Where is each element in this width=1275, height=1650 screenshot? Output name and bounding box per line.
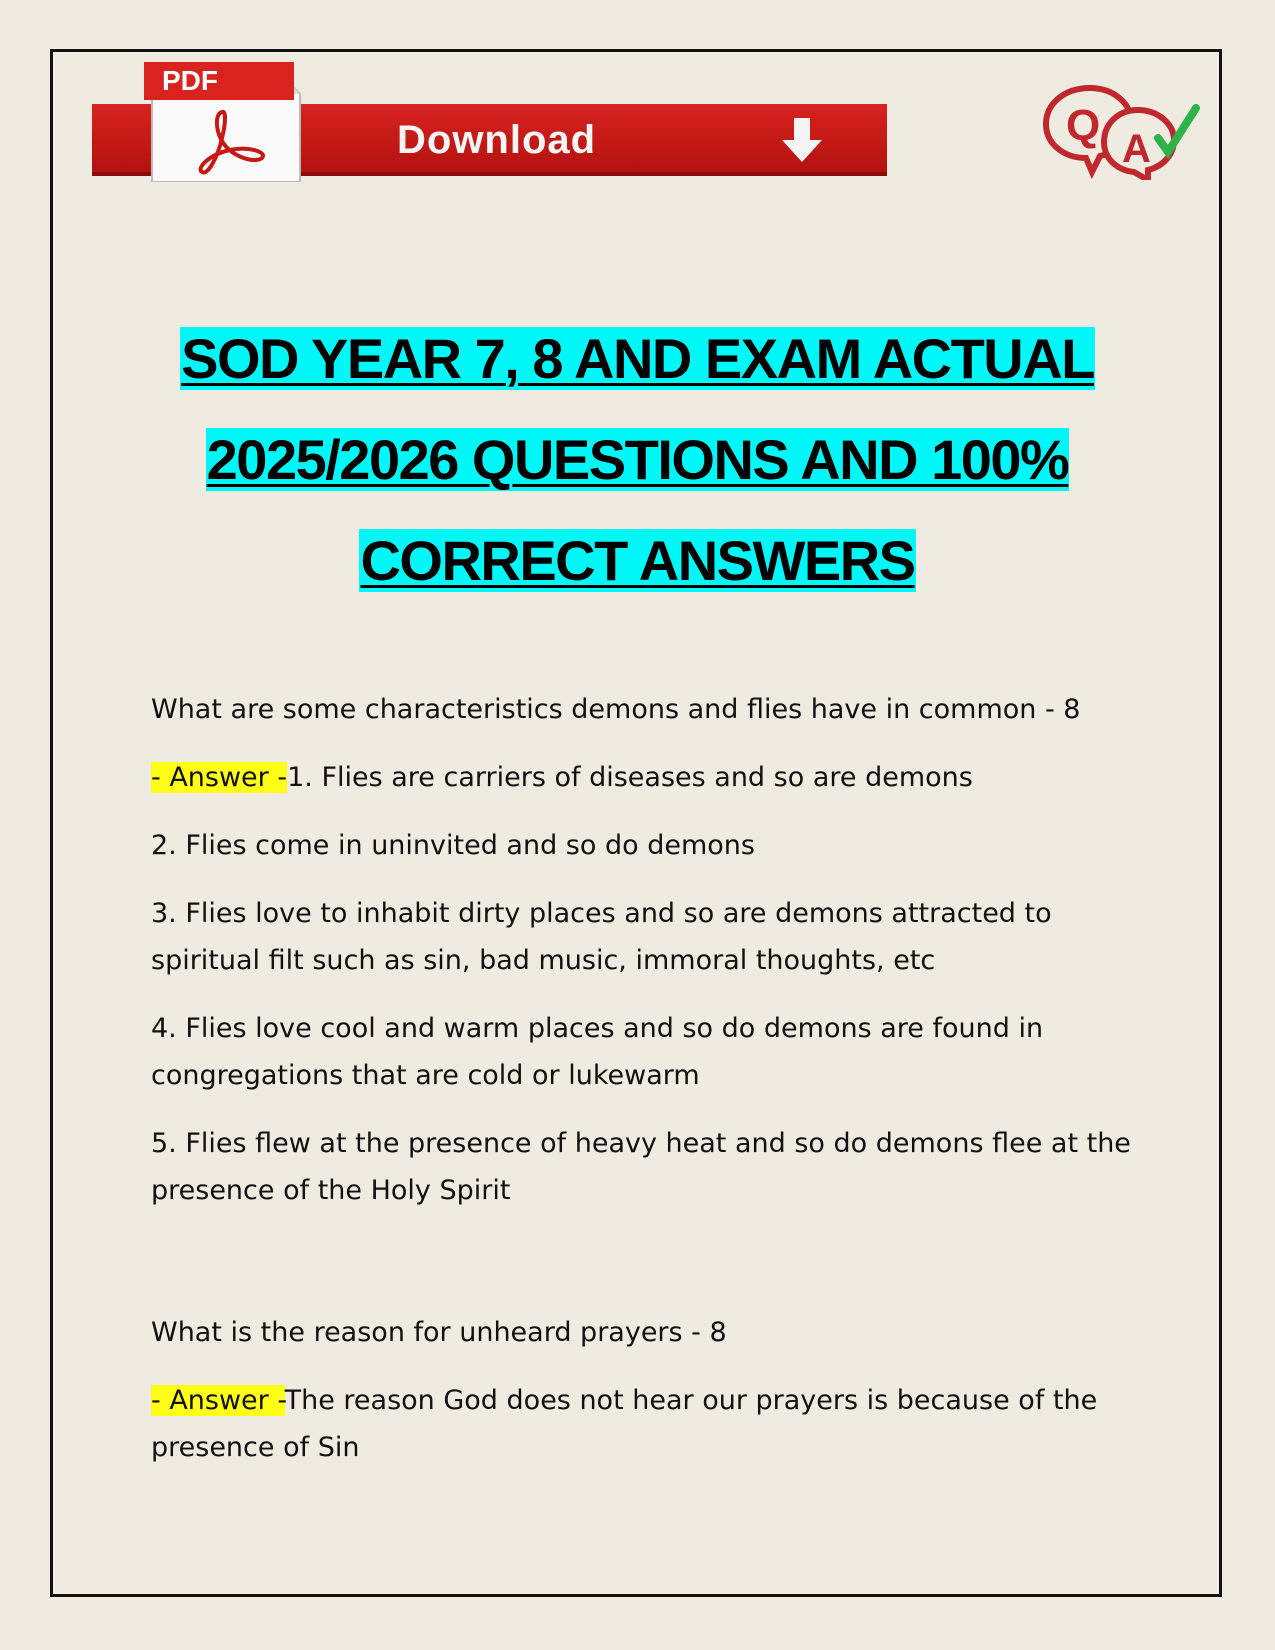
qa-logo-icon bbox=[1040, 80, 1208, 180]
title-line-2: 2025/2026 QUESTIONS AND 100% bbox=[206, 428, 1069, 491]
logo-a: A bbox=[1122, 127, 1151, 171]
answer-label: - Answer - bbox=[151, 762, 288, 793]
pdf-file-icon bbox=[144, 60, 302, 182]
answer-text: 1. Flies are carriers of diseases and so are demons bbox=[287, 762, 973, 793]
answer-1-line-3: 3. Flies love to inhabit dirty places and so are demons attracted to spiritual filt such as sin, bad music, immoral thoughts, etc bbox=[151, 898, 1052, 976]
question-2: What is the reason for unheard prayers - 8 bbox=[151, 1317, 727, 1348]
pdf-download-banner[interactable] bbox=[92, 58, 887, 186]
answer-text: The reason God does not hear our prayers is because of the presence of Sin bbox=[151, 1385, 1098, 1463]
answer-2-line-1 bbox=[151, 1377, 1141, 1471]
document-title bbox=[60, 308, 1215, 611]
download-arrow-icon bbox=[780, 118, 824, 164]
answer-1-line-5: 5. Flies flew at the presence of heavy heat and so do demons flee at the presence of the Holy Spirit bbox=[151, 1128, 1131, 1206]
answer-label: - Answer - bbox=[151, 1385, 285, 1416]
spacer bbox=[151, 1235, 1141, 1309]
answer-1-line-4: 4. Flies love cool and warm places and so do demons are found in congregations that are cold or lukewarm bbox=[151, 1013, 1044, 1091]
answer-1-line-1 bbox=[151, 754, 1141, 801]
title-line-1: SOD YEAR 7, 8 AND EXAM ACTUAL bbox=[181, 327, 1094, 390]
title-line-3: CORRECT ANSWERS bbox=[360, 529, 915, 592]
qa-content bbox=[151, 686, 1141, 1492]
pdf-label: PDF bbox=[144, 62, 294, 100]
download-label: Download bbox=[397, 118, 597, 162]
question-1: What are some characteristics demons and flies have in common - 8 bbox=[151, 694, 1081, 725]
answer-1-line-2: 2. Flies come in uninvited and so do demons bbox=[151, 830, 755, 861]
logo-q: Q bbox=[1066, 101, 1101, 150]
